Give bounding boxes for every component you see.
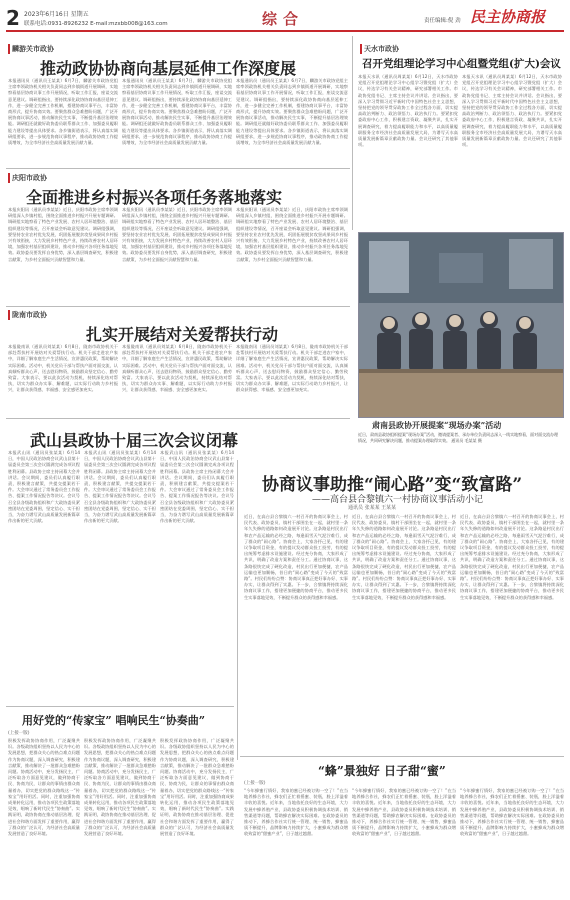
article-7-headline: 用好党的“传家宝” 唱响民生“协奏曲” [22, 714, 206, 727]
article-6-subtitle: ——高台县合黎镇六一村协商议事活动小记 [312, 495, 484, 505]
editor-credit: 责任编辑:倪 劲 [424, 18, 461, 24]
divider [6, 706, 234, 707]
article-1-tag: 麟游关市政协 [8, 44, 54, 54]
article-2-body-col-2: 本报天水讯（通讯员周某某）6月12日，天水市政协党组召开党组理论学习中心组学习暨党组（扩大）会议，传达学习有关会议精神，研究部署相关工作。市政协党组书记、主席主持会议并讲话。会议指出，要深入学习贯彻习近平新时代中国特色社会主义思想，坚持把党的领导贯穿政协工作全过程各方面，切实提高政治判断力、政治领悟力、政治执行力。要紧扣党委政府中心工作，积极建言资政、凝聚共识，扎实开展调查研究，着力提高履职能力和水平，以高质量履职服务全市经济社会高质量发展大局，为谱写天水高质量发展新篇章贡献政协力量。会议还研究了其他事项。 [462, 74, 562, 148]
masthead [0, 0, 570, 34]
article-8-headline: “蜂”景独好 日子甜“蜜” [318, 764, 446, 778]
newspaper-logo: 民主协商报 [470, 8, 546, 26]
contact-info: 联系电话:0931-8926232 E-mail:mzxbb008@163.com [24, 21, 168, 27]
article-6-headline: 协商议事助推“闹心路”变“致富路” [262, 475, 523, 495]
article-4-headline: 扎实开展结对关爱帮扶行动 [86, 325, 279, 344]
photo-caption-title: 肃南县政协开展提案“现场办案”活动 [372, 420, 502, 430]
article-3-body-col-3: 本报庆阳讯（通讯员李某某）近日，庆阳市政协主席率领调研组深入乡镇村组，围绕全面推进乡村振兴开展专题调研。调研组实地察看了特色产业发展、农村人居环境整治、基层组织建设等情况，召开座谈会听取意见建议。调研组强调，要坚持农业农村优先发展，巩固拓展脱贫攻坚成果同乡村振兴有效衔接，大力发展乡村特色产业，持续改善农村人居环境，加强农村基层组织建设，推动乡村振兴各项任务落地见效。政协委员要发挥自身优势，深入基层调查研究，积极建言献策，为乡村全面振兴贡献智慧和力量。 [236, 207, 348, 262]
divider [240, 756, 564, 757]
article-4-tag: 陇南市政协 [8, 310, 47, 320]
article-4-body-col-3: 本报陇南讯（通讯员刘某某）6月8日，陇南市政协机关干部赴帮扶村开展结对关爱帮扶行动。机关干部走进农户家中，详细了解家庭生产生活情况，宣讲惠民政策，帮助解决实际困难。活动中，机关党员干部与帮扶户面对面交流，认真倾听群众心声，送去慰问物资，鼓励群众坚定信心、勤劳致富。大家表示，要以此次活动为契机，持续深化结对帮扶，切实为群众办实事、解难题，以实际行动助力乡村振兴，让群众获得感、幸福感、安全感更加充实。 [236, 344, 348, 393]
article-7-body-col-2: 积极发挥政协协商作用，广泛凝聚共识。各级政协组织坚持以人民为中心的发展思想，把群众关心的热点难点问题作为协商议题，深入调查研究，积极建言献策，推动解决了一批群众急难愁盼问题。协商活动中，充分发扬民主，广泛听取各方面意见建议，做到协商于民、协商为民，让群众的事情由群众商量着办，切实把党的群众路线这一“传家宝”用好用活。同时，注重加强协商成果转化运用，推动各项民生政策落地见效，唱响了新时代民生“协奏曲”。实践证明，政协协商在推动基层治理、促进社会和谐方面发挥了重要作用，赢得了群众的广泛认可，为经济社会高质量发展营造了良好环境。 [84, 738, 156, 837]
article-6-body-col-1: 近日，在高台县合黎镇六一村召开的协商议事会上，村民代表、政协委员、镇村干部围坐在一起，就村里一条年久失修的道路如何改造展开讨论。这条路是村民出行和农产品运输的必经之路，每逢雨雪天气泥泞难行，成了群众的“闹心路”。协商会上，大家各抒己见，有的建议争取项目资金，有的提议发动群众投工投劳，有的提出统筹考虑排水设施建设。经过充分协商，大家形成了共识，明确了改造方案和责任分工。通过协商议事，这条路很快完成了硬化改造，村民出行更加便捷，农产品运输也更加顺畅，昔日的“闹心路”变成了今天的“致富路”。村民们纷纷点赞：协商议事真正把好事办好、实事办实，让群众得到了实惠。下一步，合黎镇将持续深化协商议事工作，搭建更加便捷的协商平台，推动更多民生实事落地见效，不断提升群众的获得感和幸福感。 [244, 514, 348, 600]
photo-caption: 近日，肃南县政协组织提案“现场办案”活动，邀请提案者、承办单位负责同志深入一线实地察看，面对面交流办理情况，共同研究解决问题，推动提案办理取得实效。 通讯员 毛某某 摄 [358, 432, 559, 443]
article-6-byline: 通讯员 张某某 王某某 [348, 505, 397, 511]
article-5-headline: 武山县政协十届三次会议闭幕 [30, 431, 239, 450]
article-1-body-col-1: 本报通讯员（通讯员王某某）6月7日，麟游关市政协党组主席率领政协机关相关负责同志到乡镇街道开展调研，实地察看基层协商议事工作开展情况，听取工作汇报，座谈交流意见建议。调研组指出，要持续深化政协协商向基层延伸工作，进一步健全完善工作机制，搭建协商议事平台，丰富协商形式，提升协商实效。要聚焦群众急难愁盼问题，广泛开展协商议事活动，推动解决民生实事，不断提升基层治理效能。调研组还就做好政协委员联系群众工作、加强委员履职能力建设等提出具体要求。各乡镇街道表示，将认真落实调研组要求，进一步规范协商议事程序，推动政协协商工作提质增效，为全市经济社会高质量发展贡献力量。 [8, 78, 118, 146]
article-7-body-col-1: 积极发挥政协协商作用，广泛凝聚共识。各级政协组织坚持以人民为中心的发展思想，把群众关心的热点难点问题作为协商议题，深入调查研究，积极建言献策，推动解决了一批群众急难愁盼问题。协商活动中，充分发扬民主，广泛听取各方面意见建议，做到协商于民、协商为民，让群众的事情由群众商量着办，切实把党的群众路线这一“传家宝”用好用活。同时，注重加强协商成果转化运用，推动各项民生政策落地见效，唱响了新时代民生“协奏曲”。实践证明，政协协商在推动基层治理、促进社会和谐方面发挥了重要作用，赢得了群众的广泛认可，为经济社会高质量发展营造了良好环境。 [8, 738, 80, 837]
article-3-body-col-2: 本报庆阳讯（通讯员李某某）近日，庆阳市政协主席率领调研组深入乡镇村组，围绕全面推进乡村振兴开展专题调研。调研组实地察看了特色产业发展、农村人居环境整治、基层组织建设等情况，召开座谈会听取意见建议。调研组强调，要坚持农业农村优先发展，巩固拓展脱贫攻坚成果同乡村振兴有效衔接，大力发展乡村特色产业，持续改善农村人居环境，加强农村基层组织建设，推动乡村振兴各项任务落地见效。政协委员要发挥自身优势，深入基层调查研究，积极建言献策，为乡村全面振兴贡献智慧和力量。 [122, 207, 232, 262]
article-5-body-col-2: 本报武山讯（通讯员张某某）6月14日，中国人民政治协商会议武山县第十届委员会第三次会议圆满完成各项议程胜利闭幕。县政协主席主持闭幕大会并讲话。会议期间，委员们认真履行职责，积极建言献策，共提交提案若干件。大会审议通过了常务委员会工作报告、提案工作情况报告等决议。会议号召全县各级政协组织和广大政协委员紧密团结在党委周围，坚定信心、实干担当，为奋力谱写武山高质量发展新篇章作出新的更大贡献。 [84, 450, 156, 524]
article-3-body-col-1: 本报庆阳讯（通讯员李某某）近日，庆阳市政协主席率领调研组深入乡镇村组，围绕全面推进乡村振兴开展专题调研。调研组实地察看了特色产业发展、农村人居环境整治、基层组织建设等情况，召开座谈会听取意见建议。调研组强调，要坚持农业农村优先发展，巩固拓展脱贫攻坚成果同乡村振兴有效衔接，大力发展乡村特色产业，持续改善农村人居环境，加强农村基层组织建设，推动乡村振兴各项任务落地见效。政协委员要发挥自身优势，深入基层调查研究，积极建言献策，为乡村全面振兴贡献智慧和力量。 [8, 207, 118, 262]
article-2-body-col-1: 本报天水讯（通讯员周某某）6月12日，天水市政协党组召开党组理论学习中心组学习暨党组（扩大）会议，传达学习有关会议精神，研究部署相关工作。市政协党组书记、主席主持会议并讲话。会议指出，要深入学习贯彻习近平新时代中国特色社会主义思想，坚持把党的领导贯穿政协工作全过程各方面，切实提高政治判断力、政治领悟力、政治执行力。要紧扣党委政府中心工作，积极建言资政、凝聚共识，扎实开展调查研究，着力提高履职能力和水平，以高质量履职服务全市经济社会高质量发展大局，为谱写天水高质量发展新篇章贡献政协力量。会议还研究了其他事项。 [358, 74, 458, 148]
column-divider [237, 460, 238, 760]
article-1-headline: 推动政协协商向基层延伸工作深度展 [40, 59, 297, 78]
article-7-continuation: (上接一版) [8, 731, 30, 736]
divider [6, 168, 350, 169]
article-1-body-col-2: 本报通讯员（通讯员王某某）6月7日，麟游关市政协党组主席率领政协机关相关负责同志到乡镇街道开展调研，实地察看基层协商议事工作开展情况，听取工作汇报，座谈交流意见建议。调研组指出，要持续深化政协协商向基层延伸工作，进一步健全完善工作机制，搭建协商议事平台，丰富协商形式，提升协商实效。要聚焦群众急难愁盼问题，广泛开展协商议事活动，推动解决民生实事，不断提升基层治理效能。调研组还就做好政协委员联系群众工作、加强委员履职能力建设等提出具体要求。各乡镇街道表示，将认真落实调研组要求，进一步规范协商议事程序，推动政协协商工作提质增效，为全市经济社会高质量发展贡献力量。 [122, 78, 232, 146]
article-2-headline: 召开党组理论学习中心组暨党组(扩大)会议 [362, 58, 561, 70]
column-divider [352, 36, 353, 230]
article-7-body-col-3: 积极发挥政协协商作用，广泛凝聚共识。各级政协组织坚持以人民为中心的发展思想，把群众关心的热点难点问题作为协商议题，深入调查研究，积极建言献策，推动解决了一批群众急难愁盼问题。协商活动中，充分发扬民主，广泛听取各方面意见建议，做到协商于民、协商为民，让群众的事情由群众商量着办，切实把党的群众路线这一“传家宝”用好用活。同时，注重加强协商成果转化运用，推动各项民生政策落地见效，唱响了新时代民生“协奏曲”。实践证明，政协协商在推动基层治理、促进社会和谐方面发挥了重要作用，赢得了群众的广泛认可，为经济社会高质量发展营造了良好环境。 [160, 738, 234, 837]
article-4-body-col-1: 本报陇南讯（通讯员刘某某）6月8日，陇南市政协机关干部赴帮扶村开展结对关爱帮扶行动。机关干部走进农户家中，详细了解家庭生产生活情况，宣讲惠民政策，帮助解决实际困难。活动中，机关党员干部与帮扶户面对面交流，认真倾听群众心声，送去慰问物资，鼓励群众坚定信心、勤劳致富。大家表示，要以此次活动为契机，持续深化结对帮扶，切实为群众办实事、解难题，以实际行动助力乡村振兴，让群众获得感、幸福感、安全感更加充实。 [8, 344, 118, 393]
article-3-tag: 庆阳市政协 [8, 173, 47, 183]
section-title: 综合 [262, 10, 305, 28]
issue-date: 2023年6月16日 星期五 [24, 11, 89, 18]
article-2-tag: 天水市政协 [360, 44, 399, 54]
news-photo [358, 232, 564, 418]
article-4-body-col-2: 本报陇南讯（通讯员刘某某）6月8日，陇南市政协机关干部赴帮扶村开展结对关爱帮扶行动。机关干部走进农户家中，详细了解家庭生产生活情况，宣讲惠民政策，帮助解决实际困难。活动中，机关党员干部与帮扶户面对面交流，认真倾听群众心声，送去慰问物资，鼓励群众坚定信心、勤劳致富。大家表示，要以此次活动为契机，持续深化结对帮扶，切实为群众办实事、解难题，以实际行动助力乡村振兴，让群众获得感、幸福感、安全感更加充实。 [122, 344, 232, 393]
article-5-body-col-1: 本报武山讯（通讯员张某某）6月14日，中国人民政治协商会议武山县第十届委员会第三次会议圆满完成各项议程胜利闭幕。县政协主席主持闭幕大会并讲话。会议期间，委员们认真履行职责，积极建言献策，共提交提案若干件。大会审议通过了常务委员会工作报告、提案工作情况报告等决议。会议号召全县各级政协组织和广大政协委员紧密团结在党委周围，坚定信心、实干担当，为奋力谱写武山高质量发展新篇章作出新的更大贡献。 [8, 450, 80, 524]
article-5-body-col-3: 本报武山讯（通讯员张某某）6月14日，中国人民政治协商会议武山县第十届委员会第三次会议圆满完成各项议程胜利闭幕。县政协主席主持闭幕大会并讲话。会议期间，委员们认真履行职责，积极建言献策，共提交提案若干件。大会审议通过了常务委员会工作报告、提案工作情况报告等决议。会议号召全县各级政协组织和广大政协委员紧密团结在党委周围，坚定信心、实干担当，为奋力谱写武山高质量发展新篇章作出新的更大贡献。 [160, 450, 234, 524]
divider [6, 306, 350, 307]
article-8-body-col-3: “今年蜂蜜行情好，我家的蜜已经被订购一空了！”在当地养蜂合作社，蜂农们正忙着摇蜜、装瓶，脸上洋溢着丰收的喜悦。近年来，当地依托良好的生态环境，大力发展中蜂养殖产业，县政协委员积极协调技术培训、销售渠道等问题，帮助蜂农解决实际困难。在政协委员的推动下，养蜂合作社实行统一管理、统一销售，蜂蜜品质不断提升，品牌影响力持续扩大，小蜜蜂成为群众增收致富的“甜蜜产业”，日子越过越甜。 [460, 788, 564, 837]
meeting-photo-illustration [359, 233, 563, 417]
article-3-headline: 全面推进乡村振兴各项任务落地落实 [26, 188, 283, 207]
page-number: 2 [6, 6, 20, 30]
article-1-body-col-3: 本报通讯员（通讯员王某某）6月7日，麟游关市政协党组主席率领政协机关相关负责同志到乡镇街道开展调研，实地察看基层协商议事工作开展情况，听取工作汇报，座谈交流意见建议。调研组指出，要持续深化政协协商向基层延伸工作，进一步健全完善工作机制，搭建协商议事平台，丰富协商形式，提升协商实效。要聚焦群众急难愁盼问题，广泛开展协商议事活动，推动解决民生实事，不断提升基层治理效能。调研组还就做好政协委员联系群众工作、加强委员履职能力建设等提出具体要求。各乡镇街道表示，将认真落实调研组要求，进一步规范协商议事程序，推动政协协商工作提质增效，为全市经济社会高质量发展贡献力量。 [236, 78, 348, 146]
article-8-body-col-2: “今年蜂蜜行情好，我家的蜜已经被订购一空了！”在当地养蜂合作社，蜂农们正忙着摇蜜、装瓶，脸上洋溢着丰收的喜悦。近年来，当地依托良好的生态环境，大力发展中蜂养殖产业，县政协委员积极协调技术培训、销售渠道等问题，帮助蜂农解决实际困难。在政协委员的推动下，养蜂合作社实行统一管理、统一销售，蜂蜜品质不断提升，品牌影响力持续扩大，小蜜蜂成为群众增收致富的“甜蜜产业”，日子越过越甜。 [352, 788, 456, 837]
article-6-body-col-3: 近日，在高台县合黎镇六一村召开的协商议事会上，村民代表、政协委员、镇村干部围坐在一起，就村里一条年久失修的道路如何改造展开讨论。这条路是村民出行和农产品运输的必经之路，每逢雨雪天气泥泞难行，成了群众的“闹心路”。协商会上，大家各抒己见，有的建议争取项目资金，有的提议发动群众投工投劳，有的提出统筹考虑排水设施建设。经过充分协商，大家形成了共识，明确了改造方案和责任分工。通过协商议事，这条路很快完成了硬化改造，村民出行更加便捷，农产品运输也更加顺畅，昔日的“闹心路”变成了今天的“致富路”。村民们纷纷点赞：协商议事真正把好事办好、实事办实，让群众得到了实惠。下一步，合黎镇将持续深化协商议事工作，搭建更加便捷的协商平台，推动更多民生实事落地见效，不断提升群众的获得感和幸福感。 [460, 514, 564, 600]
article-6-body-col-2: 近日，在高台县合黎镇六一村召开的协商议事会上，村民代表、政协委员、镇村干部围坐在一起，就村里一条年久失修的道路如何改造展开讨论。这条路是村民出行和农产品运输的必经之路，每逢雨雪天气泥泞难行，成了群众的“闹心路”。协商会上，大家各抒己见，有的建议争取项目资金，有的提议发动群众投工投劳，有的提出统筹考虑排水设施建设。经过充分协商，大家形成了共识，明确了改造方案和责任分工。通过协商议事，这条路很快完成了硬化改造，村民出行更加便捷，农产品运输也更加顺畅，昔日的“闹心路”变成了今天的“致富路”。村民们纷纷点赞：协商议事真正把好事办好、实事办实，让群众得到了实惠。下一步，合黎镇将持续深化协商议事工作，搭建更加便捷的协商平台，推动更多民生实事落地见效，不断提升群众的获得感和幸福感。 [352, 514, 456, 600]
article-8-continuation: (上接一版) [244, 781, 266, 786]
divider [6, 418, 350, 419]
article-8-body-col-1: “今年蜂蜜行情好，我家的蜜已经被订购一空了！”在当地养蜂合作社，蜂农们正忙着摇蜜、装瓶，脸上洋溢着丰收的喜悦。近年来，当地依托良好的生态环境，大力发展中蜂养殖产业，县政协委员积极协调技术培训、销售渠道等问题，帮助蜂农解决实际困难。在政协委员的推动下，养蜂合作社实行统一管理、统一销售，蜂蜜品质不断提升，品牌影响力持续扩大，小蜜蜂成为群众增收致富的“甜蜜产业”，日子越过越甜。 [244, 788, 348, 837]
masthead-rule [6, 30, 564, 32]
